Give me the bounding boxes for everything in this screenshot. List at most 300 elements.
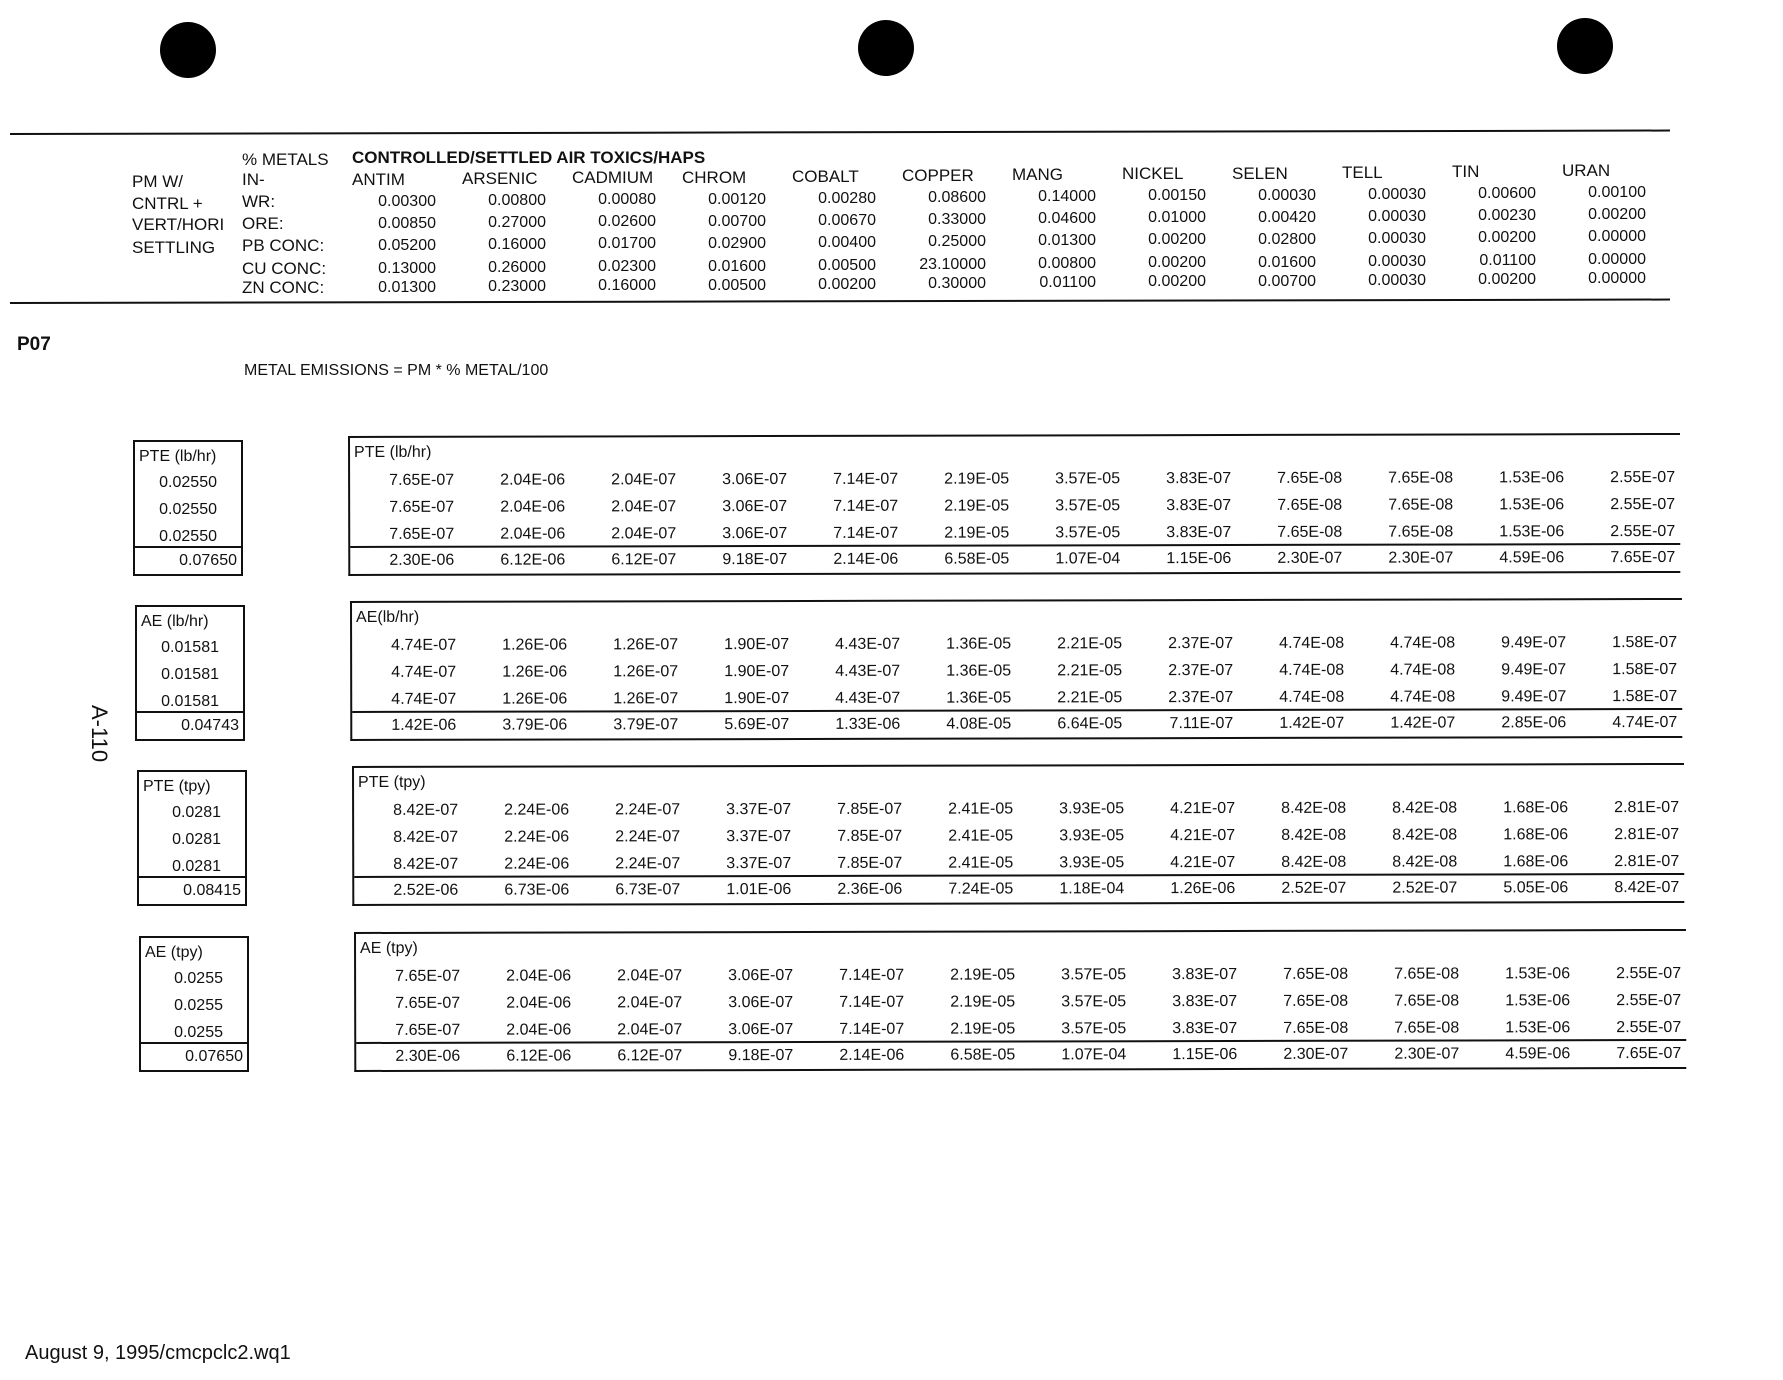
emission-total-cell: 6.12E-07 <box>617 1047 683 1065</box>
summary-total-value: 0.08415 <box>183 882 241 899</box>
emission-total-cell: 8.42E-07 <box>1614 878 1680 897</box>
emission-cell: 8.42E-07 <box>393 855 459 873</box>
metal-percent-cell: 0.00030 <box>1258 186 1316 204</box>
emission-cell: 1.26E-07 <box>613 636 679 654</box>
emission-cell: 4.74E-08 <box>1390 634 1456 652</box>
emission-cell: 3.37E-07 <box>726 801 792 819</box>
emissions-title: PTE (lb/hr) <box>354 443 432 461</box>
emission-cell: 7.65E-08 <box>1394 992 1460 1010</box>
emission-total-cell: 2.14E-06 <box>839 1046 905 1064</box>
emission-cell: 3.57E-05 <box>1061 993 1127 1011</box>
emission-cell: 2.24E-07 <box>615 801 681 819</box>
emission-cell: 2.81E-07 <box>1614 852 1680 871</box>
pm-summary-box <box>135 605 245 741</box>
punch-hole-center <box>858 20 914 76</box>
emission-cell: 2.24E-06 <box>504 828 570 846</box>
emission-cell: 9.49E-07 <box>1501 661 1567 679</box>
emission-total-cell: 2.52E-06 <box>393 881 459 899</box>
emission-cell: 4.43E-07 <box>835 635 901 653</box>
total-separator <box>356 1039 1686 1044</box>
metal-percent-cell: 0.00030 <box>1368 229 1426 247</box>
metal-percent-cell: 0.00000 <box>1588 228 1646 246</box>
emission-cell: 8.42E-08 <box>1392 799 1458 817</box>
metal-percent-cell: 0.00000 <box>1588 251 1646 269</box>
emission-cell: 2.04E-07 <box>611 498 677 516</box>
emission-cell: 8.42E-07 <box>393 801 459 819</box>
metal-percent-cell: 0.04600 <box>1038 210 1096 228</box>
ore-type-label: ZN CONC: <box>242 278 325 297</box>
emission-cell: 1.26E-06 <box>502 663 568 681</box>
emission-formula: METAL EMISSIONS = PM * % METAL/100 <box>244 362 549 379</box>
emission-cell: 7.85E-07 <box>837 827 903 845</box>
emission-cell: 4.74E-08 <box>1390 661 1456 679</box>
emission-cell: 2.21E-05 <box>1057 689 1123 707</box>
metal-percent-cell: 0.00030 <box>1368 207 1426 225</box>
summary-total-row <box>141 1042 247 1070</box>
summary-value: 0.01581 <box>161 666 219 683</box>
emission-cell: 2.37E-07 <box>1168 688 1234 707</box>
emission-cell: 2.04E-06 <box>500 525 566 543</box>
emission-cell: 1.53E-06 <box>1505 1019 1571 1037</box>
total-separator <box>354 873 1684 878</box>
metal-percent-cell: 0.00800 <box>1038 255 1096 273</box>
emission-cell: 8.42E-08 <box>1281 853 1347 871</box>
emission-cell: 2.37E-07 <box>1168 661 1234 680</box>
metal-percent-cell: 0.00700 <box>708 212 766 230</box>
metal-percent-cell: 0.00120 <box>708 190 766 208</box>
punch-hole-right <box>1557 18 1613 74</box>
emission-total-cell: 1.15E-06 <box>1166 549 1232 568</box>
emission-cell: 1.58E-07 <box>1612 633 1678 652</box>
summary-value: 0.0255 <box>174 1024 223 1041</box>
emission-total-cell: 2.30E-07 <box>1388 549 1454 567</box>
emission-cell: 1.36E-05 <box>946 662 1012 680</box>
emission-cell: 1.90E-07 <box>724 636 790 654</box>
emission-cell: 7.65E-08 <box>1277 469 1343 487</box>
metal-column-header: COPPER <box>902 166 974 185</box>
emission-total-cell: 6.58E-05 <box>950 1046 1016 1064</box>
summary-value: 0.0281 <box>172 831 221 848</box>
emission-cell: 3.06E-07 <box>728 1021 794 1039</box>
emission-cell: 7.14E-07 <box>833 524 899 542</box>
summary-value: 0.0281 <box>172 804 221 821</box>
metal-percent-cell: 0.00150 <box>1148 187 1206 205</box>
metal-column-header: URAN <box>1562 161 1611 181</box>
emission-cell: 7.65E-07 <box>395 967 461 985</box>
emission-cell: 2.04E-06 <box>506 994 572 1012</box>
emission-total-cell: 1.42E-06 <box>391 716 457 734</box>
metal-column-header: SELEN <box>1232 163 1288 183</box>
emission-cell: 7.65E-08 <box>1388 469 1454 487</box>
emission-total-cell: 6.73E-06 <box>504 881 570 899</box>
emission-cell: 1.53E-06 <box>1499 496 1565 514</box>
metal-percent-cell: 0.00200 <box>1148 254 1206 272</box>
emission-total-cell: 1.42E-07 <box>1279 714 1345 732</box>
emission-cell: 2.41E-05 <box>948 854 1014 872</box>
emission-cell: 2.21E-05 <box>1057 635 1123 653</box>
summary-total-value: 0.07650 <box>179 552 237 569</box>
metal-emissions-table <box>348 433 1680 576</box>
metal-percent-cell: 0.01100 <box>1479 252 1536 269</box>
emission-cell: 7.65E-08 <box>1283 965 1349 983</box>
emission-cell: 7.14E-07 <box>839 993 905 1011</box>
summary-total-row <box>137 711 243 739</box>
metal-emissions-table <box>354 929 1686 1072</box>
emission-total-cell: 7.11E-07 <box>1169 714 1234 733</box>
emission-total-cell: 1.26E-06 <box>1170 879 1236 898</box>
summary-value: 0.02550 <box>159 528 217 545</box>
emission-cell: 2.41E-05 <box>948 827 1014 845</box>
summary-total-row <box>139 876 245 904</box>
emission-cell: 4.74E-07 <box>391 636 457 654</box>
summary-total-value: 0.04743 <box>181 717 239 734</box>
pm-summary-box <box>139 936 249 1072</box>
emission-cell: 3.57E-05 <box>1055 497 1121 515</box>
emission-cell: 3.57E-05 <box>1061 1020 1127 1038</box>
emission-cell: 4.74E-08 <box>1279 688 1345 706</box>
emission-cell: 4.21E-07 <box>1170 826 1236 845</box>
emission-total-cell: 9.18E-07 <box>728 1047 794 1065</box>
emission-cell: 2.19E-05 <box>944 524 1010 542</box>
emission-cell: 7.14E-07 <box>839 1020 905 1038</box>
metal-percent-cell: 0.00200 <box>1478 271 1536 288</box>
metal-percent-cell: 0.26000 <box>488 259 546 277</box>
total-separator <box>350 543 1680 548</box>
emission-cell: 8.42E-08 <box>1392 826 1458 844</box>
emission-cell: 3.06E-07 <box>728 967 794 985</box>
emission-cell: 2.24E-06 <box>504 855 570 873</box>
emission-total-cell: 4.74E-07 <box>1612 713 1678 732</box>
emission-cell: 3.57E-05 <box>1061 966 1127 984</box>
punch-hole-left <box>160 22 216 78</box>
emission-cell: 2.24E-06 <box>504 801 570 819</box>
emissions-title: AE (tpy) <box>360 939 418 957</box>
emission-cell: 1.53E-06 <box>1499 523 1565 541</box>
metal-percent-cell: 0.01600 <box>1258 253 1316 271</box>
emission-total-cell: 6.12E-07 <box>611 551 677 569</box>
emission-total-cell: 2.85E-06 <box>1501 714 1567 732</box>
emission-cell: 7.14E-07 <box>833 470 899 488</box>
metals-header-label: % METALS <box>242 150 329 169</box>
emission-cell: 2.19E-05 <box>944 497 1010 515</box>
emission-cell: 7.65E-07 <box>395 994 461 1012</box>
metal-percent-cell: 0.00400 <box>818 233 876 251</box>
emission-cell: 7.65E-07 <box>389 525 455 543</box>
metal-emissions-table <box>352 763 1684 906</box>
metal-percent-cell: 0.00030 <box>1368 252 1426 270</box>
metal-percent-cell: 0.00500 <box>708 276 766 294</box>
emission-cell: 3.93E-05 <box>1059 800 1125 818</box>
emission-cell: 1.58E-07 <box>1612 687 1678 706</box>
metal-percent-cell: 0.00700 <box>1258 272 1316 290</box>
emission-cell: 2.81E-07 <box>1614 825 1680 844</box>
summary-title: PTE (tpy) <box>143 778 211 795</box>
metal-column-header: TIN <box>1452 162 1480 181</box>
emission-cell: 2.24E-07 <box>615 828 681 846</box>
metal-percent-cell: 0.00200 <box>1588 206 1646 224</box>
emission-cell: 4.21E-07 <box>1170 799 1236 818</box>
emission-cell: 3.37E-07 <box>726 828 792 846</box>
emission-cell: 7.65E-07 <box>389 498 455 516</box>
metal-percent-cell: 0.13000 <box>378 260 436 277</box>
emission-cell: 1.58E-07 <box>1612 660 1678 679</box>
summary-value: 0.0281 <box>172 858 221 875</box>
metal-percent-cell: 0.00200 <box>1148 273 1206 291</box>
ore-type-label: WR: <box>242 192 276 211</box>
emission-total-cell: 2.52E-07 <box>1392 879 1458 897</box>
emission-cell: 4.43E-07 <box>835 689 901 707</box>
metal-percent-cell: 0.00420 <box>1258 208 1316 226</box>
emission-total-cell: 2.52E-07 <box>1281 879 1347 897</box>
emission-total-cell: 4.59E-06 <box>1505 1045 1571 1063</box>
emission-cell: 2.19E-05 <box>950 993 1016 1011</box>
summary-title: AE (tpy) <box>145 944 203 961</box>
metal-column-header: ANTIM <box>352 170 405 189</box>
metal-percent-cell: 0.33000 <box>928 211 986 228</box>
emission-total-cell: 6.64E-05 <box>1057 715 1123 733</box>
emission-cell: 2.04E-07 <box>611 471 677 489</box>
metal-column-header: NICKEL <box>1122 164 1184 184</box>
emission-cell: 2.04E-06 <box>500 498 566 516</box>
emission-cell: 2.19E-05 <box>950 966 1016 984</box>
summary-title: AE (lb/hr) <box>141 613 209 630</box>
emission-cell: 8.42E-08 <box>1281 799 1347 817</box>
emission-cell: 2.04E-06 <box>506 1021 572 1039</box>
metal-column-header: ARSENIC <box>462 169 538 189</box>
metal-percent-cell: 0.27000 <box>488 214 546 232</box>
summary-value: 0.0255 <box>174 997 223 1014</box>
emission-cell: 8.42E-08 <box>1281 826 1347 844</box>
emission-total-cell: 5.05E-06 <box>1503 879 1569 897</box>
emission-cell: 3.83E-07 <box>1172 1019 1238 1038</box>
emissions-title: PTE (tpy) <box>358 773 426 791</box>
metal-column-header: MANG <box>1012 165 1063 185</box>
metal-percent-cell: 0.16000 <box>598 277 656 295</box>
emission-cell: 1.68E-06 <box>1503 826 1569 844</box>
emission-cell: 2.04E-07 <box>617 1021 683 1039</box>
metal-percent-cell: 0.00200 <box>1478 229 1536 246</box>
pm-line-2: CNTRL + <box>132 194 203 213</box>
emission-cell: 7.65E-08 <box>1283 1019 1349 1037</box>
footer-date-file: August 9, 1995/cmcpclc2.wq1 <box>25 1342 291 1364</box>
emission-cell: 2.04E-07 <box>611 525 677 543</box>
emission-total-cell: 9.18E-07 <box>722 551 788 569</box>
emission-cell: 1.68E-06 <box>1503 799 1569 817</box>
summary-value: 0.01581 <box>161 693 219 710</box>
emission-cell: 2.55E-07 <box>1616 1018 1682 1037</box>
metal-percent-cell: 0.08600 <box>928 189 986 206</box>
emission-cell: 3.06E-07 <box>728 994 794 1012</box>
metal-column-header: CHROM <box>682 167 747 187</box>
emission-total-cell: 2.30E-07 <box>1277 549 1343 567</box>
emission-cell: 3.06E-07 <box>722 498 788 516</box>
emission-cell: 1.26E-06 <box>502 690 568 708</box>
ore-type-label: CU CONC: <box>242 259 327 278</box>
emission-total-cell: 4.08E-05 <box>946 715 1012 733</box>
emission-total-cell: 6.58E-05 <box>944 550 1010 568</box>
emissions-title: AE(lb/hr) <box>356 608 420 626</box>
emission-cell: 2.04E-07 <box>617 967 683 985</box>
page-number: A-110 <box>87 705 112 763</box>
emission-total-cell: 1.33E-06 <box>835 715 901 733</box>
emission-cell: 2.55E-07 <box>1616 964 1682 983</box>
emission-cell: 7.65E-07 <box>395 1021 461 1039</box>
emission-total-cell: 4.59E-06 <box>1499 549 1565 567</box>
emission-cell: 1.53E-06 <box>1499 469 1565 487</box>
emission-total-cell: 1.18E-04 <box>1059 880 1125 898</box>
emission-cell: 3.57E-05 <box>1055 470 1121 488</box>
metal-column-header: COBALT <box>792 166 859 186</box>
metal-percent-cell: 0.01000 <box>1148 209 1206 227</box>
metal-percent-cell: 0.02800 <box>1258 230 1316 248</box>
metal-percent-cell: 0.00850 <box>378 215 436 232</box>
in-label: IN- <box>242 170 265 189</box>
emission-total-cell: 3.79E-06 <box>502 716 568 734</box>
emission-cell: 4.74E-08 <box>1279 634 1345 652</box>
emission-cell: 3.83E-07 <box>1172 965 1238 984</box>
ore-type-label: ORE: <box>242 214 284 233</box>
emission-cell: 8.42E-08 <box>1392 853 1458 871</box>
emission-total-cell: 3.79E-07 <box>613 716 679 734</box>
emission-cell: 3.06E-07 <box>722 525 788 543</box>
metal-percent-cell: 0.00300 <box>378 193 436 210</box>
emission-cell: 2.04E-06 <box>506 967 572 985</box>
emission-cell: 7.65E-07 <box>389 471 455 489</box>
emission-cell: 7.65E-08 <box>1388 523 1454 541</box>
emission-cell: 7.65E-08 <box>1394 1019 1460 1037</box>
emission-cell: 2.81E-07 <box>1614 798 1680 817</box>
emission-cell: 3.83E-07 <box>1166 523 1232 542</box>
emission-cell: 3.06E-07 <box>722 471 788 489</box>
emission-total-cell: 1.07E-04 <box>1055 550 1121 568</box>
emission-total-cell: 1.15E-06 <box>1172 1045 1238 1064</box>
metal-percent-cell: 0.01700 <box>598 235 656 253</box>
emission-cell: 2.55E-07 <box>1610 495 1676 514</box>
metal-percent-cell: 0.00030 <box>1368 271 1426 289</box>
metal-percent-cell: 0.02300 <box>598 258 656 276</box>
metal-percent-cell: 0.00230 <box>1478 207 1536 224</box>
section-id: P07 <box>17 334 51 355</box>
emission-total-cell: 6.12E-06 <box>500 551 566 569</box>
top-rule-upper <box>10 130 1670 135</box>
total-separator <box>352 708 1682 713</box>
top-rule-lower <box>10 299 1670 304</box>
metal-percent-cell: 0.00030 <box>1368 185 1426 203</box>
pm-line-4: SETTLING <box>132 238 216 257</box>
emission-cell: 1.53E-06 <box>1505 965 1571 983</box>
emission-cell: 3.37E-07 <box>726 855 792 873</box>
emission-cell: 3.93E-05 <box>1059 827 1125 845</box>
emission-total-cell: 1.07E-04 <box>1061 1046 1127 1064</box>
emission-cell: 7.65E-08 <box>1277 523 1343 541</box>
metal-percent-cell: 0.02600 <box>598 213 656 231</box>
emission-total-cell: 2.14E-06 <box>833 550 899 568</box>
metal-column-header: TELL <box>1342 162 1383 182</box>
emission-total-cell: 7.24E-05 <box>948 880 1014 898</box>
emission-cell: 4.43E-07 <box>835 662 901 680</box>
metal-percent-cell: 0.23000 <box>488 278 546 296</box>
emission-cell: 2.55E-07 <box>1610 522 1676 541</box>
emission-cell: 4.21E-07 <box>1170 853 1236 872</box>
metal-percent-cell: 0.00670 <box>818 211 876 229</box>
summary-title: PTE (lb/hr) <box>139 448 217 465</box>
emission-cell: 1.26E-07 <box>613 663 679 681</box>
emission-total-cell: 7.65E-07 <box>1610 548 1676 567</box>
emission-cell: 7.14E-07 <box>833 497 899 515</box>
summary-value: 0.02550 <box>159 501 217 518</box>
emission-cell: 7.65E-08 <box>1394 965 1460 983</box>
metal-percent-cell: 0.00800 <box>488 192 546 210</box>
ore-type-label: PB CONC: <box>242 236 325 255</box>
emission-cell: 7.14E-07 <box>839 966 905 984</box>
metal-percent-cell: 0.01300 <box>378 279 436 296</box>
emission-cell: 1.68E-06 <box>1503 853 1569 871</box>
emission-cell: 2.21E-05 <box>1057 662 1123 680</box>
emission-cell: 4.74E-07 <box>391 690 457 708</box>
emission-cell: 1.26E-06 <box>502 636 568 654</box>
emission-total-cell: 6.12E-06 <box>506 1047 572 1065</box>
summary-value: 0.01581 <box>161 639 219 656</box>
emission-cell: 2.55E-07 <box>1616 991 1682 1010</box>
emission-cell: 1.36E-05 <box>946 635 1012 653</box>
metal-percent-cell: 0.01600 <box>708 257 766 275</box>
controlled-header-title: CONTROLLED/SETTLED AIR TOXICS/HAPS <box>352 148 706 167</box>
emission-total-cell: 2.30E-06 <box>389 551 455 569</box>
emission-cell: 3.83E-07 <box>1166 496 1232 515</box>
emission-cell: 4.74E-08 <box>1279 661 1345 679</box>
emission-cell: 2.41E-05 <box>948 800 1014 818</box>
metal-percent-cell: 23.10000 <box>919 256 986 273</box>
metal-percent-cell: 0.05200 <box>378 237 436 254</box>
emission-total-cell: 6.73E-07 <box>615 881 681 899</box>
emission-total-cell: 1.01E-06 <box>726 881 792 899</box>
metal-percent-cell: 0.30000 <box>928 275 986 292</box>
emission-cell: 7.65E-08 <box>1277 496 1343 514</box>
summary-value: 0.02550 <box>159 474 217 491</box>
emission-cell: 3.93E-05 <box>1059 854 1125 872</box>
metal-percent-cell: 0.16000 <box>488 236 546 254</box>
emission-cell: 7.85E-07 <box>837 800 903 818</box>
metal-percent-cell: 0.00600 <box>1478 185 1536 202</box>
metal-percent-cell: 0.00000 <box>1588 270 1646 288</box>
emission-cell: 2.19E-05 <box>950 1020 1016 1038</box>
pm-line-3: VERT/HORI <box>132 215 225 234</box>
emission-cell: 2.55E-07 <box>1610 468 1676 487</box>
metal-percent-cell: 0.02900 <box>708 234 766 252</box>
emission-total-cell: 2.30E-07 <box>1394 1045 1460 1063</box>
emission-cell: 7.65E-08 <box>1283 992 1349 1010</box>
emission-cell: 4.74E-07 <box>391 663 457 681</box>
metal-emissions-table <box>350 598 1682 741</box>
emission-total-cell: 2.36E-06 <box>837 880 903 898</box>
metal-percent-cell: 0.25000 <box>928 233 986 250</box>
emission-cell: 2.37E-07 <box>1168 634 1234 653</box>
metal-percent-cell: 0.00200 <box>1148 231 1206 249</box>
emission-cell: 2.04E-07 <box>617 994 683 1012</box>
emission-cell: 8.42E-07 <box>393 828 459 846</box>
pm-summary-box <box>133 440 243 576</box>
pm-summary-box <box>137 770 247 906</box>
emission-cell: 1.90E-07 <box>724 690 790 708</box>
emission-cell: 2.19E-05 <box>944 470 1010 488</box>
emission-cell: 2.24E-07 <box>615 855 681 873</box>
emission-cell: 3.83E-07 <box>1172 992 1238 1011</box>
metal-column-header: CADMIUM <box>572 168 654 188</box>
emission-cell: 1.90E-07 <box>724 663 790 681</box>
emission-cell: 7.65E-08 <box>1388 496 1454 514</box>
emission-total-cell: 2.30E-06 <box>395 1047 461 1065</box>
summary-value: 0.0255 <box>174 970 223 987</box>
